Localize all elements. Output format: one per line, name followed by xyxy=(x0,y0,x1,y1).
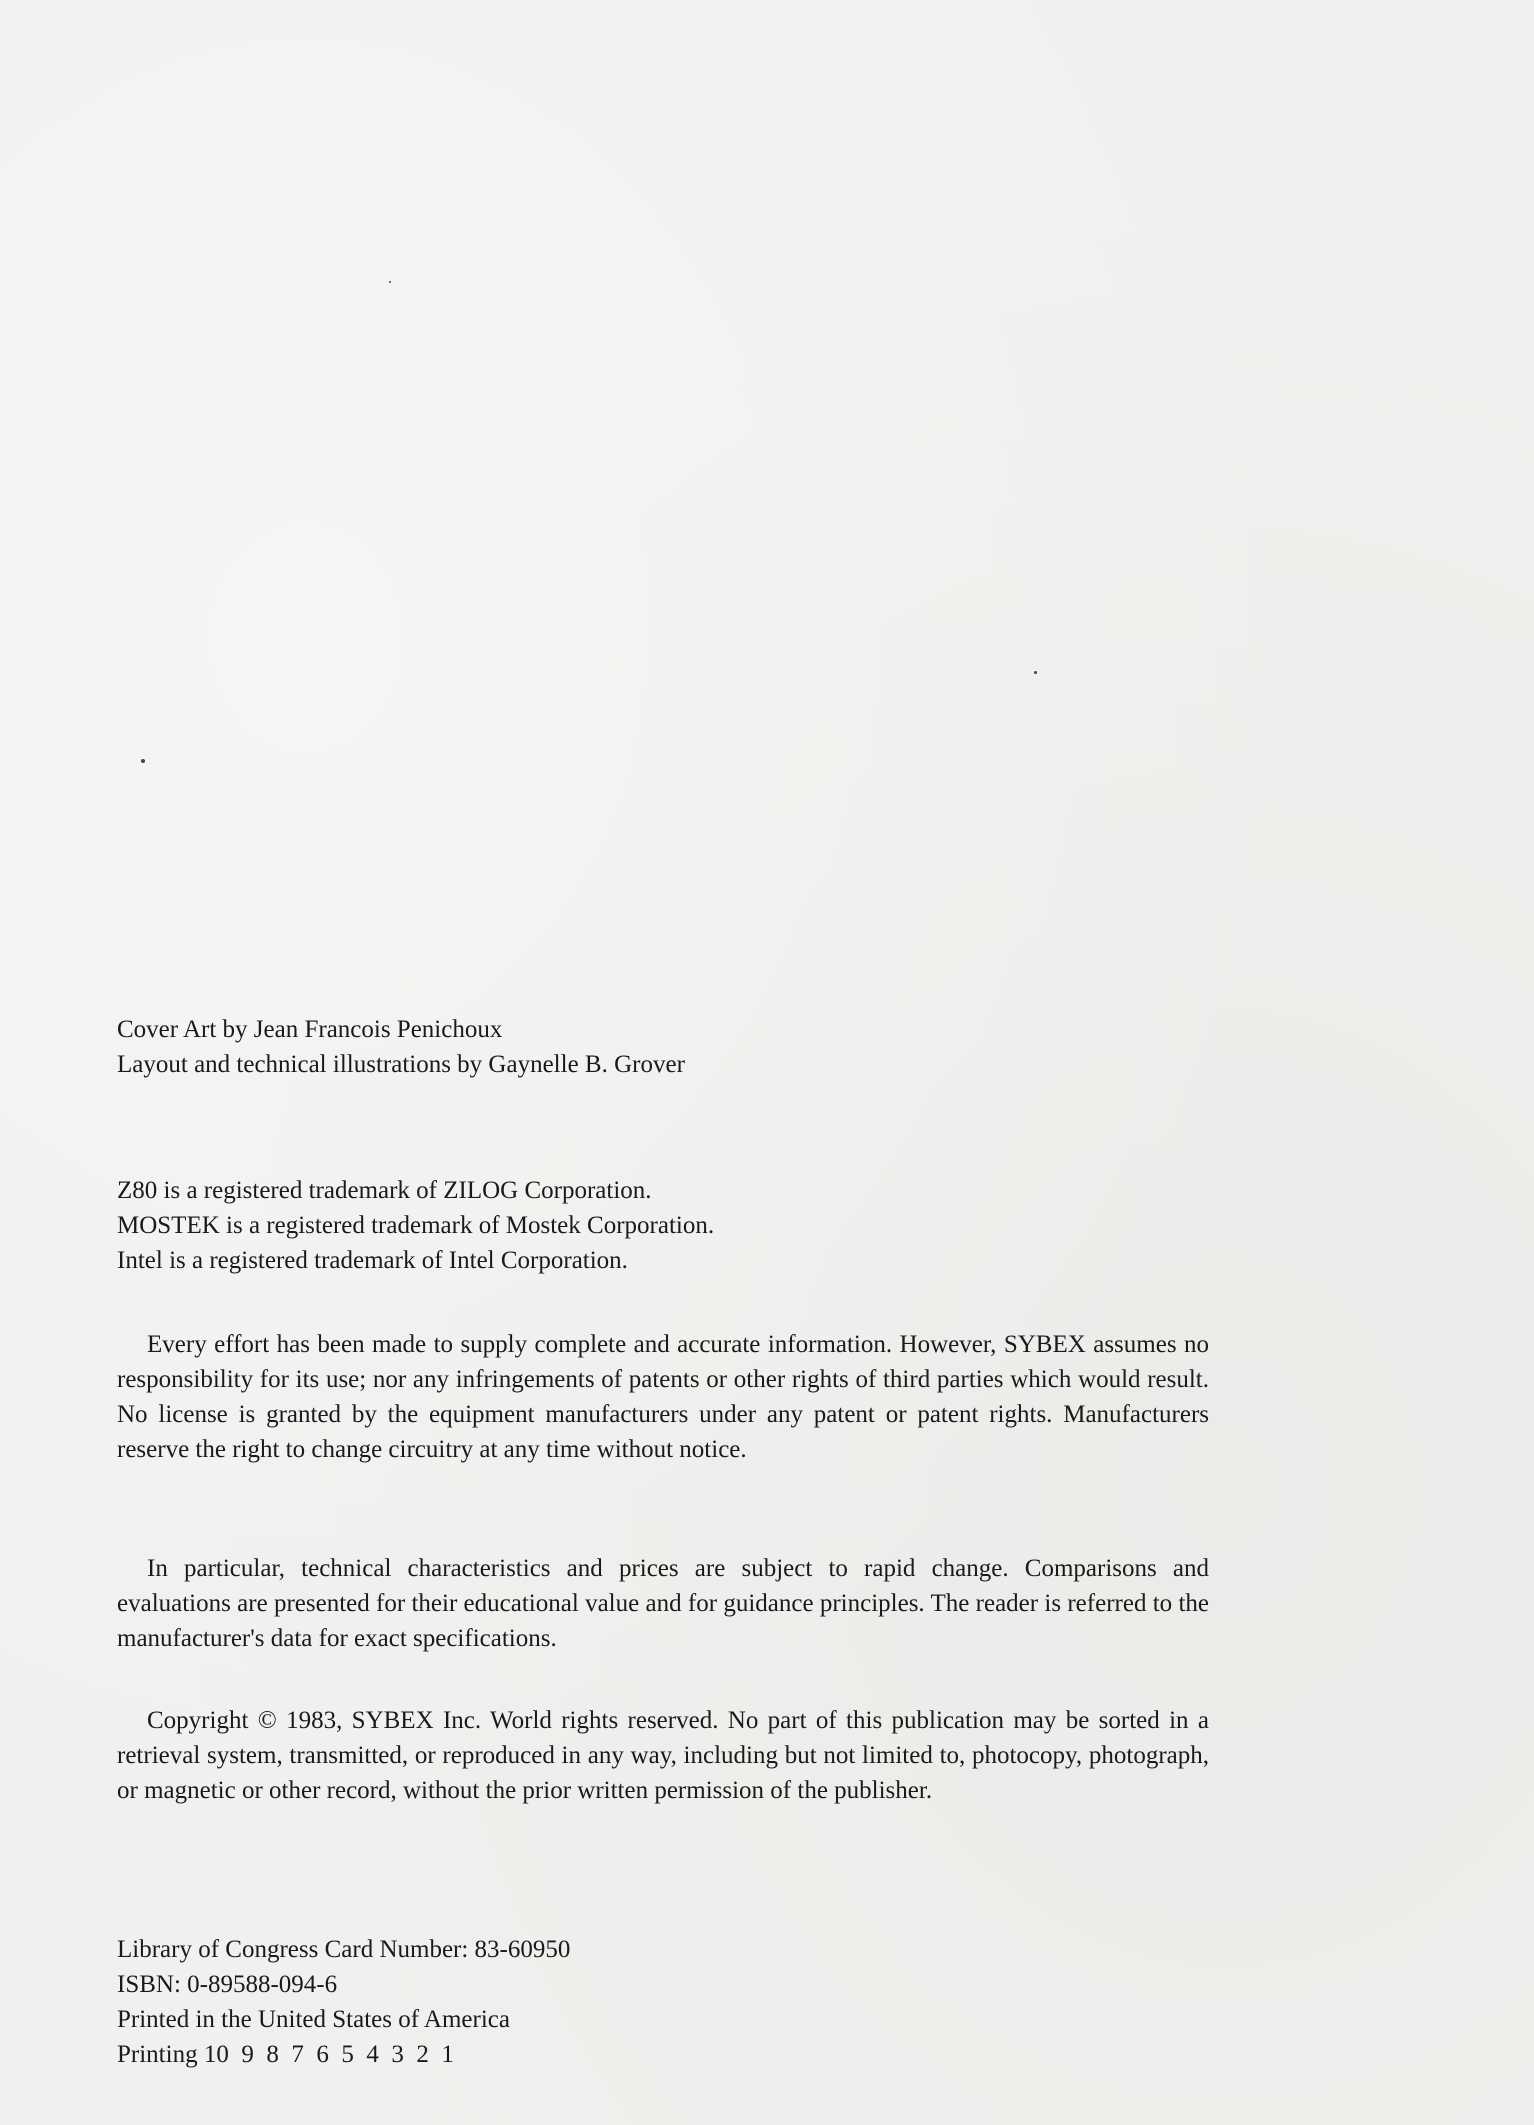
trademark-line: MOSTEK is a registered trademark of Mostek Corporation. xyxy=(117,1212,715,1239)
disclaimer-paragraph: Every effort has been made to supply complete and accurate information. However, SYBEX assumes no responsibility for its use; nor any infringements of patents or other rights of third parties which would result. No license is granted by the equipment manufacturers under any patent or patent rights. Manufacturers reserve the right to change circuitry at any time without notice. xyxy=(117,1331,1209,1463)
copyright-paragraph: Copyright © 1983, SYBEX Inc. World rights reserved. No part of this publication may be sorted in a retrieval system, transmitted, or reproduced in any way, including but not limited to, photocopy, photograph, or magnetic or other record, without the prior written permission of the publisher. xyxy=(117,1707,1209,1804)
trademark-line: Z80 is a registered trademark of ZILOG Corporation. xyxy=(117,1177,652,1204)
lccn: Library of Congress Card Number: 83-60950 xyxy=(117,1936,571,1963)
change-notice-block xyxy=(117,1551,1209,1656)
trademarks-block xyxy=(117,1173,1209,1278)
copyright-block xyxy=(117,1703,1209,1808)
publication-block xyxy=(117,1932,1209,2072)
cover-art-credit: Cover Art by Jean Francois Penichoux xyxy=(117,1016,503,1043)
printed-in: Printed in the United States of America xyxy=(117,2006,510,2033)
credits-block xyxy=(117,1012,1209,1082)
paper-speck xyxy=(1034,671,1037,674)
change-notice-paragraph: In particular, technical characteristics and prices are subject to rapid change. Comparisons and evaluations are presented for their educational value and for guidance principles. The reader is referred to the manufacturer's data for exact specifications. xyxy=(117,1555,1209,1652)
paper-speck xyxy=(389,281,391,283)
printing-number: Printing 10 9 8 7 6 5 4 3 2 1 xyxy=(117,2041,454,2068)
disclaimer-block xyxy=(117,1327,1209,1467)
paper-speck xyxy=(141,759,145,763)
trademark-line: Intel is a registered trademark of Intel Corporation. xyxy=(117,1247,628,1274)
layout-credit: Layout and technical illustrations by Gaynelle B. Grover xyxy=(117,1051,685,1078)
isbn: ISBN: 0-89588-094-6 xyxy=(117,1971,338,1998)
